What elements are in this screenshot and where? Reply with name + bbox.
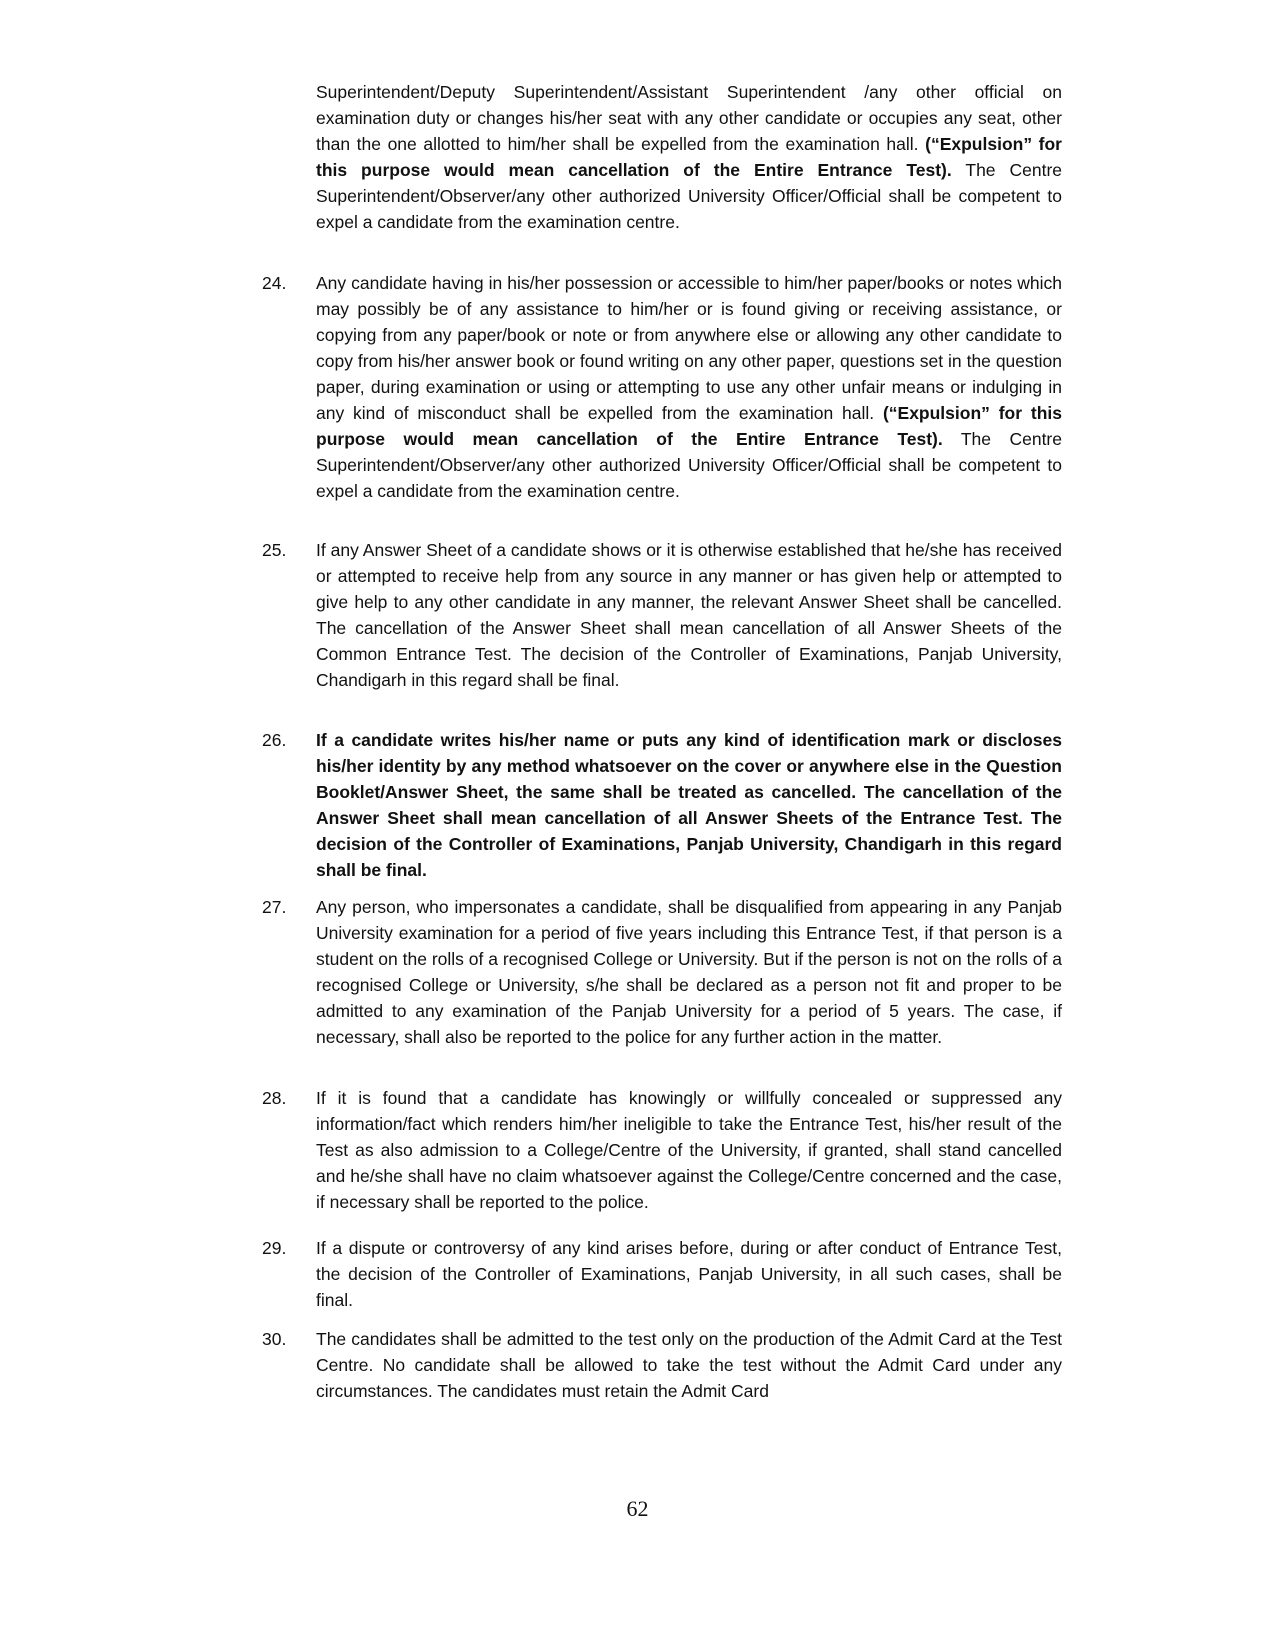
list-item-text-pre: Any candidate having in his/her possession or accessible to him/her paper/books or notes which may possibly be of any assistance to him/her or is found giving or receiving assistance, or copying from any paper/book or note or from anywhere else or allowing any other candidate to copy from his/her answer book or found writing on any other paper, questions set in the question paper, during examination or using or attempting to use any other unfair means or indulging in any kind of misconduct shall be expelled from the examination hall. bbox=[316, 273, 1062, 423]
list-item-number: 30. bbox=[262, 1329, 287, 1349]
list-item-text-post: The Centre Superintendent/Observer/any other authorized University Officer/Official shall be competent to expel a candidate from the examination centre. bbox=[316, 429, 1062, 501]
intro-text-bold: (“Expulsion” for this purpose would mean cancellation of the Entire Entrance Test). bbox=[316, 134, 1062, 180]
intro-text bbox=[316, 79, 1062, 235]
intro-text-post: The Centre Superintendent/Observer/any other authorized University Officer/Official shall be competent to expel a candidate from the examination centre. bbox=[316, 160, 1063, 232]
list-item-text: If it is found that a candidate has knowingly or willfully concealed or suppressed any information/fact which renders him/her ineligible to take the Entrance Test, his/her result of the Test as also admission to a College/Centre of the University, if granted, shall stand cancelled and he/she shall have no claim whatsoever against the College/Centre concerned and the case, if necessary shall be reported to the police. bbox=[316, 1088, 1062, 1212]
list-item-number: 25. bbox=[262, 540, 287, 560]
list-item-number: 24. bbox=[262, 273, 287, 293]
list-item-text: If a candidate writes his/her name or puts any kind of identification mark or discloses his/her identity by any method whatsoever on the cover or anywhere else in the Question Booklet/Answer Sheet, the same shall be treated as cancelled. The cancellation of the Answer Sheet shall mean cancellation of all Answer Sheets of the Entrance Test. The decision of the Controller of Examinations, Panjab University, Chandigarh in this regard shall be final. bbox=[316, 730, 1062, 880]
list-item-text: Any person, who impersonates a candidate, shall be disqualified from appearing in any Panjab University examination for a period of five years including this Entrance Test, if that person is a student on the rolls of a recognised College or University. But if the person is not on the rolls of a recognised College or University, s/he shall be declared as a person not fit and proper to be admitted to any examination of the Panjab University for a period of 5 years. The case, if necessary, shall also be reported to the police for any further action in the matter. bbox=[316, 897, 1062, 1047]
list-item-number: 26. bbox=[262, 730, 287, 750]
list-item-text: The candidates shall be admitted to the test only on the production of the Admit Card at the Test Centre. No candidate shall be allowed to take the test without the Admit Card under any circumstances. The candidates must retain the Admit Card bbox=[316, 1329, 1062, 1401]
list-item-number: 29. bbox=[262, 1238, 287, 1258]
page-number: 62 bbox=[626, 1496, 649, 1521]
list-item-text-bold: (“Expulsion” for this purpose would mean cancellation of the Entire Entrance Test). bbox=[316, 403, 1062, 449]
list-item-text bbox=[316, 270, 1062, 504]
list-item-text: If any Answer Sheet of a candidate shows or it is otherwise established that he/she has received or attempted to receive help from any source in any manner or has given help or attempted to give help to any other candidate in any manner, the relevant Answer Sheet shall be cancelled. The cancellation of the Answer Sheet shall mean cancellation of all Answer Sheets of the Common Entrance Test. The decision of the Controller of Examinations, Panjab University, Chandigarh in this regard shall be final. bbox=[316, 540, 1062, 690]
list-item-number: 27. bbox=[262, 897, 287, 917]
list-item-number: 28. bbox=[262, 1088, 287, 1108]
list-item-text: If a dispute or controversy of any kind arises before, during or after conduct of Entrance Test, the decision of the Controller of Examinations, Panjab University, in all such cases, shall be final. bbox=[316, 1238, 1062, 1310]
intro-text-pre: Superintendent/Deputy Superintendent/Assistant Superintendent /any other official on examination duty or changes his/her seat with any other candidate or occupies any seat, other than the one allotted to him/her shall be expelled from the examination hall. bbox=[316, 82, 1062, 154]
